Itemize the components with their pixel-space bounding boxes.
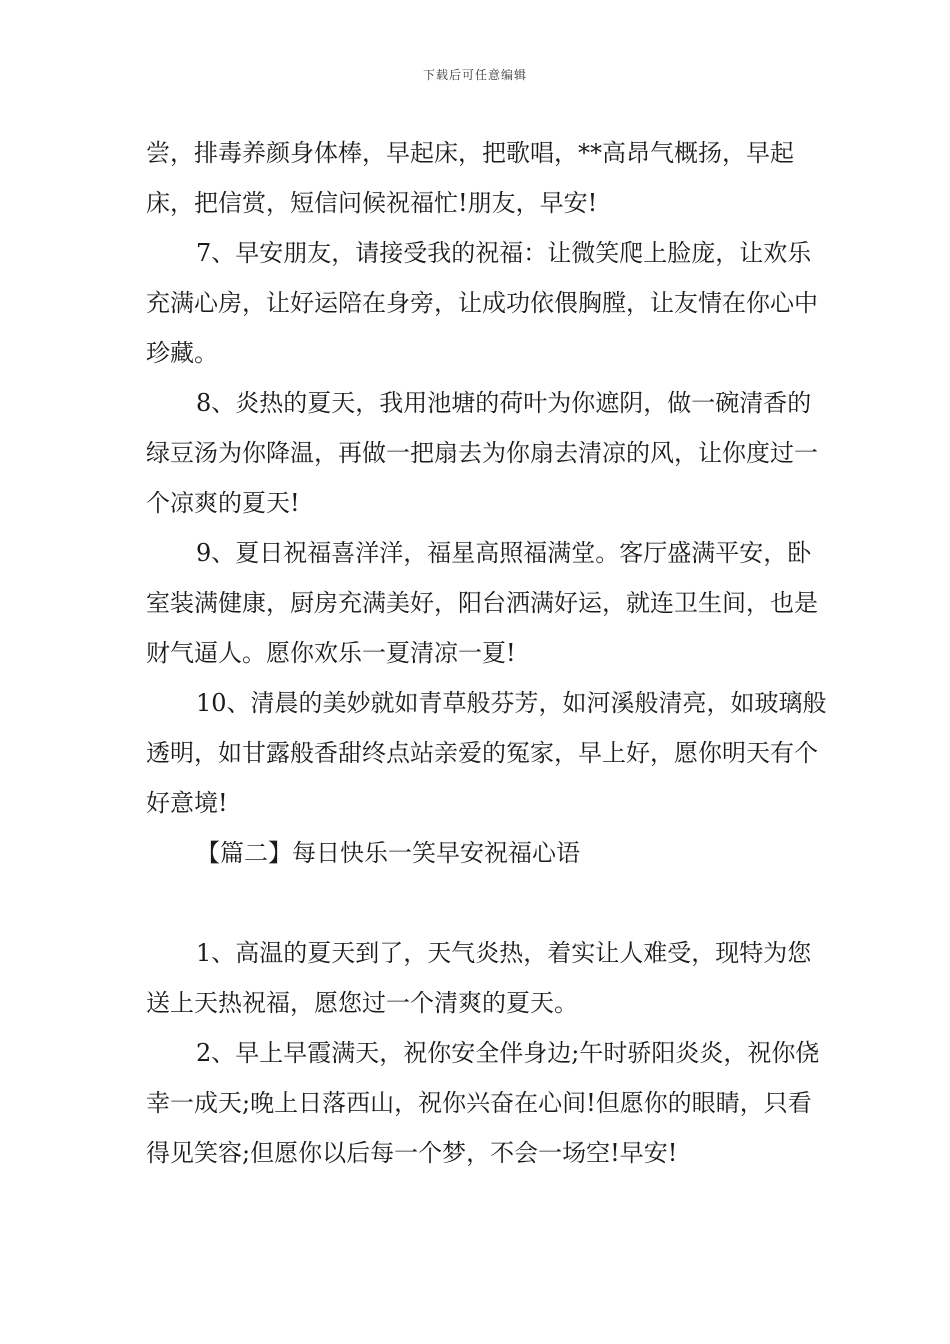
paragraph: 1、高温的夏天到了，天气炎热，着实让人难受，现特为您送上天热祝福，愿您过一个清爽的夏天。	[146, 939, 812, 1017]
paragraph: 10、清晨的美妙就如青草般芬芳，如河溪般清亮，如玻璃般透明，如甘露般香甜终点站亲爱的冤家，早上好，愿你明天有个好意境!	[146, 689, 827, 817]
paragraph: 7、早安朋友，请接受我的祝福：让微笑爬上脸庞，让欢乐充满心房，让好运陪在身旁，让成功依偎胸膛，让友情在你心中珍藏。	[146, 239, 818, 367]
paragraph: 9、夏日祝福喜洋洋，福星高照福满堂。客厅盛满平安，卧室装满健康，厨房充满美好，阳台洒满好运，就连卫生间，也是财气逼人。愿你欢乐一夏清凉一夏!	[146, 539, 818, 667]
document-body	[146, 128, 828, 1178]
spacer	[146, 878, 828, 928]
section-heading: 【篇二】每日快乐一笑早安祝福心语	[196, 839, 580, 867]
paragraph: 尝，排毒养颜身体棒，早起床，把歌唱，**高昂气概扬，早起床，把信赏，短信问候祝福忙!朋友，早安!	[146, 139, 794, 217]
paragraph: 8、炎热的夏天，我用池塘的荷叶为你遮阴，做一碗清香的绿豆汤为你降温，再做一把扇去为你扇去清凉的风，让你度过一个凉爽的夏天!	[146, 389, 818, 517]
page-header: 下载后可任意编辑	[422, 68, 527, 82]
paragraph: 2、早上早霞满天，祝你安全伴身边;午时骄阳炎炎，祝你侥幸一成天;晚上日落西山，祝你兴奋在心间!但愿你的眼睛，只看得见笑容;但愿你以后每一个梦，不会一场空!早安!	[146, 1039, 820, 1167]
